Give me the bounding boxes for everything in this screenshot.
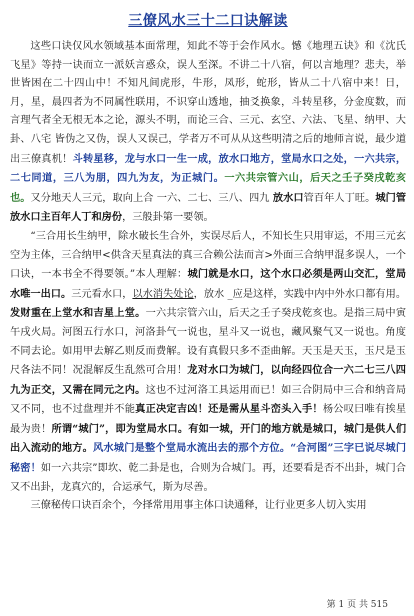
para2-segment: 所谓“城门”，即为堂局水口。有如一城，开门的地方就是城口，城门是供人们出入流动的地方。	[10, 422, 407, 455]
page-footer: 第 1 页 共 515	[326, 600, 388, 610]
para1-segment: 放水口	[272, 191, 304, 204]
para2-segment: 以水消失处论	[132, 288, 194, 300]
para2-segment: 三元看水口，	[71, 288, 133, 300]
para1-segment: 斗转星移，龙与水口一生一成，放水口地方，堂局水口之处，一六共宗，二七同道，三八为朋，四九为友，为正城门。	[10, 152, 407, 185]
para2-segment: 城门就是水口，这个水口必须是两山交汇，堂局水唯一出口。	[10, 268, 407, 300]
para1-segment: 这些口诀仅风水领域基本面常理，知此不等于会作风水。憾《地理五诀》和《沈氏飞星》等持一诀而立一派妖言惑众，误人至深。不讲二十八宿，何以言地理？悲夫，举世皆困在二十四山中！不知凡间虎形，牛形，凤形，蛇形，皆从二十八宿中来！日，月，星，晨四者为不同属性联用，不识穿山透地，抽爻换象，斗转星移，分金度数，而言理气者全无根无本之论，源头不明，而论三合、三元、玄空、六法、飞星、纳甲、大卦、八宅 皆伪之又伪，误人又误己，学者万不可从从这些明清之后的地师言说，最少道出三僚真机！	[10, 41, 406, 165]
para2-segment: 风水城门是整个堂局水流出去的那个方位。	[93, 442, 291, 455]
para1-segment: 又分地天人三元，取向上合 一六、二七、三八、四九	[30, 192, 273, 204]
para2-segment: 一六共宗管六山，后天之壬子癸戌乾亥也。是指三局中寅午戌火局。河图五行水口，河洛卦气一说也，星斗又一说也，藏风聚气又一说也。角度不同去论。如用甲去解乙则反而费解。设有真假只多不歪曲解。天玉是天玉，玉尺是玉尺各法不同！况混解反生乱然可合用！	[10, 308, 407, 377]
para2-segment: 杨公叹曰唯有挨星最为贵！	[10, 404, 407, 435]
para2-segment: 龙对水口为城门，以向经四位合一六二七三八四九为正交，又需在同元之内。	[10, 364, 406, 396]
para2-segment: 本人理解：	[135, 269, 188, 281]
para2-segment: “三合用长生纳甲，除水破长生合外，实误尽后人，不知长生只用审运，不用三元玄空为主体，三合纳甲<供含天星真法的真三合赖公法而言>外面三合纳甲混多误人，一个口诀，一本书全不得要领。”	[10, 230, 406, 281]
para1-segment: 城门管放水口主百年人丁和房份	[10, 191, 407, 224]
para2-segment: ，放水 _应是这样，实践中内中外水口都有用。	[193, 288, 407, 300]
article-body	[10, 38, 406, 516]
para2-segment: “合河图”三字已说尽城门秘密！	[10, 442, 407, 475]
page-title: 三僚风水三十二口诀解读	[128, 13, 288, 29]
para1-segment: 管百年人丁旺。	[303, 192, 376, 204]
para1-segment: ，三般卦第一要领。	[122, 212, 214, 224]
para2-segment: 这也不过河洛工具运用而已！如三合阴局中三合和纳音局又不同，也不过盘理并不能	[10, 384, 407, 416]
paragraph-3	[10, 497, 406, 516]
para1-segment: 一六共宗管六山，后天之壬子癸戌乾亥也。	[10, 172, 407, 204]
para3-segment: 三僚秘传口诀百余个，今择常用用事主体口诀通释，让行业更多人切入实用	[30, 500, 367, 512]
para2-segment: 真正决定吉凶！还是需从星斗峦头入手！	[135, 403, 323, 416]
paragraph-2	[10, 228, 406, 497]
para2-segment: 如一六共宗”即坎、乾二卦是也，合则为合城门。再，还要看是否不出卦，城门合又不出卦，龙真穴的，合运承气，斯为尽善。	[10, 463, 406, 493]
paragraph-1	[10, 38, 406, 228]
para2-segment: 发财重在上堂水和吉星上堂。	[10, 307, 146, 320]
